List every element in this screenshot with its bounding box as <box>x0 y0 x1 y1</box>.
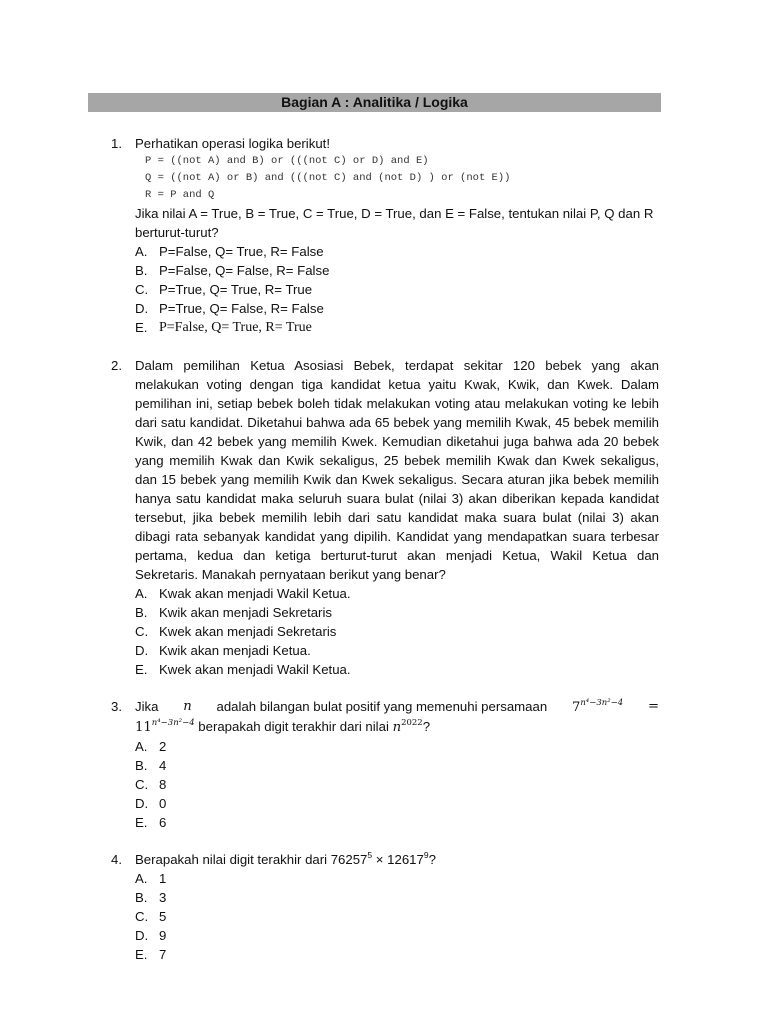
question-1 <box>111 134 659 337</box>
question-number: 3. <box>111 699 122 714</box>
option-c: C. 5 <box>135 909 167 924</box>
question-4 <box>111 850 659 964</box>
question-text: Dalam pemilihan Ketua Asosiasi Bebek, terdapat sekitar 120 bebek yang akan melakukan voting dengan tiga kandidat ketua yaitu Kwak, Kwik, dan Kwek. Dalam pemilihan ini, setiap bebek boleh tidak melakukan voting atau melakukan voting ke lebih dari satu kandidat. Diketahui bahwa ada 65 bebek yang memilih Kwak, 45 bebek memilih Kwik, dan 42 bebek yang memilih Kwek. Kemudian diketahui juga bahwa ada 20 bebek yang memilih Kwak dan Kwik sekaligus, 25 bebek memilih Kwak dan Kwek sekaligus, dan 15 bebek yang memilih Kwik dan Kwek sekaligus. Secara aturan jika bebek memilih hanya satu kandidat maka seluruh suara bulat (nilai 3) akan diberikan kepada kandidat tersebut, jika bebek memilih lebih dari satu kandidat maka suara bulat (nilai 3) akan dibagi rata sebanyak kandidat yang dipilih. Kandidat yang mendapatkan suara terbesar pertama, kedua dan ketiga berturut-turut akan menjadi Ketua, Wakil Ketua dan Sekretaris. Manakah pernyataan berikut yang benar? <box>135 358 659 582</box>
question-prompt: Perhatikan operasi logika berikut! <box>135 136 330 151</box>
code-line: R = P and Q <box>145 189 215 201</box>
code-line: P = ((not A) and B) or (((not C) or D) and E) <box>145 155 429 167</box>
question-text: Jika nilai A = True, B = True, C = True, D = True, dan E = False, tentukan nilai P, Q dan R berturut-turut? <box>135 206 654 240</box>
option-c: C. P=True, Q= True, R= True <box>135 282 313 297</box>
option-e: E. 6 <box>135 815 167 830</box>
option-a: A. 1 <box>135 871 167 886</box>
question-text: Berapakah nilai digit terakhir dari $76257^5 \times 12617^9$? <box>135 850 436 867</box>
option-d: D. Kwik akan menjadi Ketua. <box>135 643 311 658</box>
option-c: C. Kwek akan menjadi Sekretaris <box>135 624 337 639</box>
question-3 <box>111 697 659 832</box>
option-e: E. P=False, Q= True, R= True <box>135 320 312 335</box>
option-e: E. 7 <box>135 947 167 962</box>
option-d: D. P=True, Q= False, R= False <box>135 301 324 316</box>
code-line: Q = ((not A) or B) and (((not C) and (not D) ) or (not E)) <box>145 172 511 184</box>
option-e: E. Kwek akan menjadi Wakil Ketua. <box>135 662 351 677</box>
question-text-line-2: $11^{n^4-3n^2-4}$ berapakah digit terakhir dari nilai $n^{2022}$? <box>135 718 431 735</box>
question-number: 2. <box>111 358 122 373</box>
option-d: D. 9 <box>135 928 167 943</box>
option-d: D. 0 <box>135 796 167 811</box>
option-b: B. Kwik akan menjadi Sekretaris <box>135 605 332 620</box>
question-number: 4. <box>111 852 122 867</box>
section-title: Bagian A : Analitika / Logika <box>281 94 468 110</box>
option-a: A. Kwak akan menjadi Wakil Ketua. <box>135 586 351 601</box>
option-a: A. P=False, Q= True, R= False <box>135 244 324 259</box>
option-b: B. P=False, Q= False, R= False <box>135 263 330 278</box>
option-b: B. 4 <box>135 758 167 773</box>
question-text-line-1: Jika n adalah bilangan bulat positif yang memenuhi persamaan $7^{n^4-3n^2-4}$ = <box>135 698 659 715</box>
question-number: 1. <box>111 136 122 151</box>
question-2 <box>111 356 659 679</box>
option-c: C. 8 <box>135 777 167 792</box>
option-a: A. 2 <box>135 739 167 754</box>
section-header <box>88 93 661 112</box>
option-b: B. 3 <box>135 890 167 905</box>
